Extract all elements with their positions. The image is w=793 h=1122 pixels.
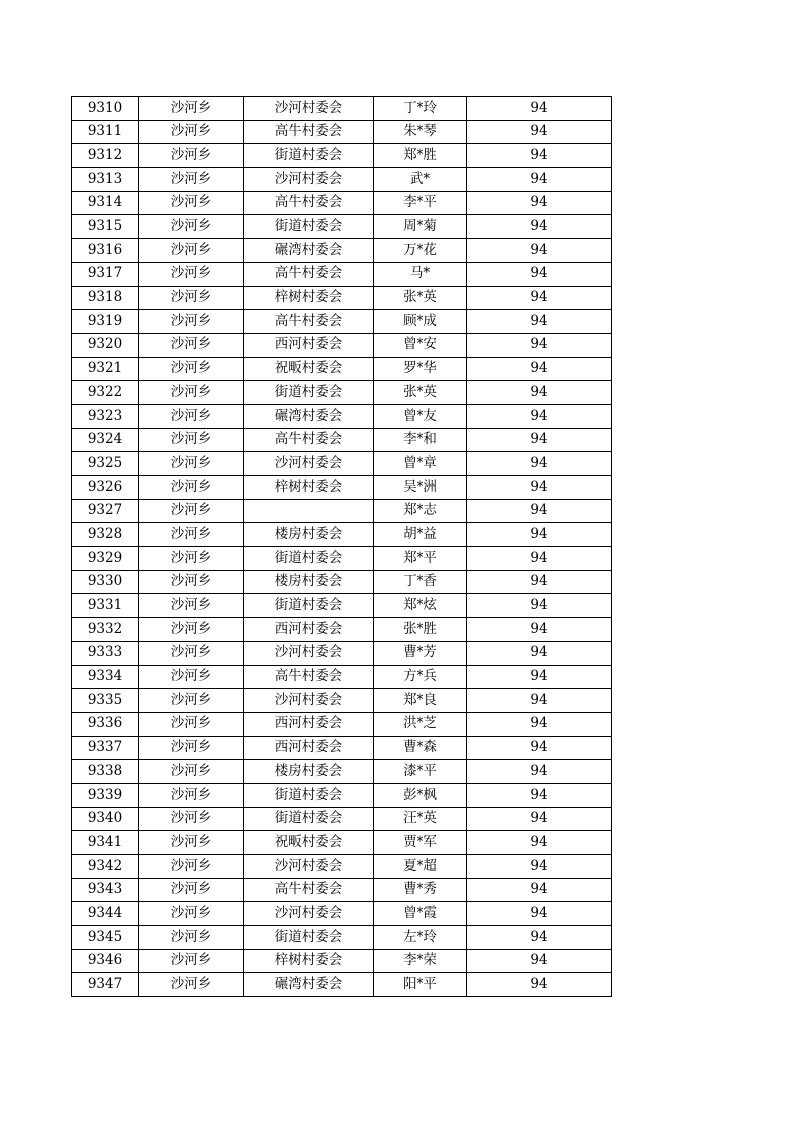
table-row xyxy=(72,499,612,523)
township-cell: 沙河乡 xyxy=(139,286,244,310)
name-cell: 汪*英 xyxy=(374,807,467,831)
name-cell: 吴*洲 xyxy=(374,476,467,500)
table-row xyxy=(72,594,612,618)
village-committee-cell: 高牛村委会 xyxy=(244,878,374,902)
score-cell: 94 xyxy=(467,499,612,523)
township-cell: 沙河乡 xyxy=(139,641,244,665)
township-cell: 沙河乡 xyxy=(139,807,244,831)
score-cell: 94 xyxy=(467,476,612,500)
village-committee-cell: 祝畈村委会 xyxy=(244,831,374,855)
score-cell: 94 xyxy=(467,783,612,807)
village-committee-cell: 街道村委会 xyxy=(244,594,374,618)
name-cell: 曹*芳 xyxy=(374,641,467,665)
township-cell: 沙河乡 xyxy=(139,215,244,239)
village-committee-cell: 高牛村委会 xyxy=(244,428,374,452)
name-cell: 彭*枫 xyxy=(374,783,467,807)
township-cell: 沙河乡 xyxy=(139,689,244,713)
village-committee-cell: 沙河村委会 xyxy=(244,902,374,926)
name-cell: 万*花 xyxy=(374,239,467,263)
name-cell: 武* xyxy=(374,168,467,192)
township-cell: 沙河乡 xyxy=(139,570,244,594)
table-row xyxy=(72,97,612,121)
name-cell: 郑*胜 xyxy=(374,144,467,168)
village-committee-cell: 楼房村委会 xyxy=(244,570,374,594)
village-committee-cell: 碾湾村委会 xyxy=(244,973,374,997)
village-committee-cell: 楼房村委会 xyxy=(244,523,374,547)
township-cell: 沙河乡 xyxy=(139,97,244,121)
row-number-cell: 9346 xyxy=(72,949,139,973)
row-number-cell: 9313 xyxy=(72,168,139,192)
table-row xyxy=(72,286,612,310)
table-row xyxy=(72,641,612,665)
score-cell: 94 xyxy=(467,404,612,428)
name-cell: 阳*平 xyxy=(374,973,467,997)
score-cell: 94 xyxy=(467,381,612,405)
table-row xyxy=(72,878,612,902)
township-cell: 沙河乡 xyxy=(139,783,244,807)
score-cell: 94 xyxy=(467,618,612,642)
name-cell: 胡*益 xyxy=(374,523,467,547)
name-cell: 曾*安 xyxy=(374,333,467,357)
township-cell: 沙河乡 xyxy=(139,404,244,428)
township-cell: 沙河乡 xyxy=(139,381,244,405)
table-row xyxy=(72,168,612,192)
table-row xyxy=(72,452,612,476)
table-row xyxy=(72,357,612,381)
table-body xyxy=(72,97,612,997)
name-cell: 李*和 xyxy=(374,428,467,452)
township-cell: 沙河乡 xyxy=(139,310,244,334)
row-number-cell: 9318 xyxy=(72,286,139,310)
township-cell: 沙河乡 xyxy=(139,902,244,926)
name-cell: 曾*章 xyxy=(374,452,467,476)
score-cell: 94 xyxy=(467,262,612,286)
table-row xyxy=(72,783,612,807)
village-committee-cell: 梓树村委会 xyxy=(244,949,374,973)
name-cell: 曾*友 xyxy=(374,404,467,428)
table-row xyxy=(72,262,612,286)
table-row xyxy=(72,570,612,594)
score-cell: 94 xyxy=(467,428,612,452)
name-cell: 曹*秀 xyxy=(374,878,467,902)
score-cell: 94 xyxy=(467,594,612,618)
row-number-cell: 9336 xyxy=(72,712,139,736)
name-cell: 丁*玲 xyxy=(374,97,467,121)
township-cell: 沙河乡 xyxy=(139,760,244,784)
name-cell: 贾*军 xyxy=(374,831,467,855)
township-cell: 沙河乡 xyxy=(139,618,244,642)
score-cell: 94 xyxy=(467,570,612,594)
row-number-cell: 9343 xyxy=(72,878,139,902)
village-committee-cell: 西河村委会 xyxy=(244,712,374,736)
village-committee-cell: 高牛村委会 xyxy=(244,120,374,144)
village-committee-cell: 梓树村委会 xyxy=(244,476,374,500)
township-cell: 沙河乡 xyxy=(139,262,244,286)
village-committee-cell: 街道村委会 xyxy=(244,926,374,950)
township-cell: 沙河乡 xyxy=(139,878,244,902)
name-cell: 李*平 xyxy=(374,191,467,215)
village-committee-cell: 沙河村委会 xyxy=(244,641,374,665)
table-row xyxy=(72,736,612,760)
name-cell: 罗*华 xyxy=(374,357,467,381)
row-number-cell: 9322 xyxy=(72,381,139,405)
score-cell: 94 xyxy=(467,902,612,926)
score-cell: 94 xyxy=(467,949,612,973)
village-committee-cell: 街道村委会 xyxy=(244,783,374,807)
village-committee-cell: 沙河村委会 xyxy=(244,168,374,192)
row-number-cell: 9347 xyxy=(72,973,139,997)
table-row xyxy=(72,144,612,168)
village-committee-cell: 碾湾村委会 xyxy=(244,239,374,263)
table-row xyxy=(72,120,612,144)
township-cell: 沙河乡 xyxy=(139,973,244,997)
village-committee-cell: 街道村委会 xyxy=(244,547,374,571)
village-committee-cell: 高牛村委会 xyxy=(244,191,374,215)
village-committee-cell: 碾湾村委会 xyxy=(244,404,374,428)
village-committee-cell: 高牛村委会 xyxy=(244,310,374,334)
score-cell: 94 xyxy=(467,120,612,144)
score-cell: 94 xyxy=(467,689,612,713)
score-cell: 94 xyxy=(467,452,612,476)
township-cell: 沙河乡 xyxy=(139,855,244,879)
name-cell: 郑*良 xyxy=(374,689,467,713)
name-cell: 方*兵 xyxy=(374,665,467,689)
row-number-cell: 9331 xyxy=(72,594,139,618)
table-row xyxy=(72,855,612,879)
township-cell: 沙河乡 xyxy=(139,144,244,168)
village-committee-cell xyxy=(244,499,374,523)
score-cell: 94 xyxy=(467,736,612,760)
township-cell: 沙河乡 xyxy=(139,452,244,476)
row-number-cell: 9312 xyxy=(72,144,139,168)
row-number-cell: 9334 xyxy=(72,665,139,689)
township-cell: 沙河乡 xyxy=(139,547,244,571)
village-committee-cell: 街道村委会 xyxy=(244,215,374,239)
row-number-cell: 9329 xyxy=(72,547,139,571)
score-cell: 94 xyxy=(467,357,612,381)
score-cell: 94 xyxy=(467,523,612,547)
row-number-cell: 9321 xyxy=(72,357,139,381)
table-row xyxy=(72,310,612,334)
score-cell: 94 xyxy=(467,97,612,121)
name-cell: 周*菊 xyxy=(374,215,467,239)
row-number-cell: 9345 xyxy=(72,926,139,950)
name-cell: 顾*成 xyxy=(374,310,467,334)
score-cell: 94 xyxy=(467,665,612,689)
township-cell: 沙河乡 xyxy=(139,168,244,192)
row-number-cell: 9337 xyxy=(72,736,139,760)
score-cell: 94 xyxy=(467,712,612,736)
row-number-cell: 9344 xyxy=(72,902,139,926)
row-number-cell: 9328 xyxy=(72,523,139,547)
township-cell: 沙河乡 xyxy=(139,949,244,973)
table-row xyxy=(72,807,612,831)
data-table xyxy=(71,96,612,997)
township-cell: 沙河乡 xyxy=(139,736,244,760)
village-committee-cell: 沙河村委会 xyxy=(244,855,374,879)
township-cell: 沙河乡 xyxy=(139,831,244,855)
name-cell: 左*玲 xyxy=(374,926,467,950)
township-cell: 沙河乡 xyxy=(139,499,244,523)
row-number-cell: 9340 xyxy=(72,807,139,831)
row-number-cell: 9325 xyxy=(72,452,139,476)
table-row xyxy=(72,404,612,428)
row-number-cell: 9316 xyxy=(72,239,139,263)
score-cell: 94 xyxy=(467,855,612,879)
table-row xyxy=(72,381,612,405)
township-cell: 沙河乡 xyxy=(139,191,244,215)
village-committee-cell: 街道村委会 xyxy=(244,144,374,168)
score-cell: 94 xyxy=(467,973,612,997)
table-row xyxy=(72,831,612,855)
score-cell: 94 xyxy=(467,547,612,571)
township-cell: 沙河乡 xyxy=(139,357,244,381)
score-cell: 94 xyxy=(467,760,612,784)
name-cell: 丁*香 xyxy=(374,570,467,594)
name-cell: 郑*炫 xyxy=(374,594,467,618)
name-cell: 张*英 xyxy=(374,381,467,405)
row-number-cell: 9333 xyxy=(72,641,139,665)
row-number-cell: 9319 xyxy=(72,310,139,334)
township-cell: 沙河乡 xyxy=(139,333,244,357)
table-row xyxy=(72,547,612,571)
row-number-cell: 9339 xyxy=(72,783,139,807)
village-committee-cell: 沙河村委会 xyxy=(244,452,374,476)
name-cell: 洪*芝 xyxy=(374,712,467,736)
name-cell: 漆*平 xyxy=(374,760,467,784)
score-cell: 94 xyxy=(467,286,612,310)
score-cell: 94 xyxy=(467,807,612,831)
township-cell: 沙河乡 xyxy=(139,476,244,500)
township-cell: 沙河乡 xyxy=(139,712,244,736)
score-cell: 94 xyxy=(467,926,612,950)
row-number-cell: 9327 xyxy=(72,499,139,523)
score-cell: 94 xyxy=(467,215,612,239)
township-cell: 沙河乡 xyxy=(139,428,244,452)
score-cell: 94 xyxy=(467,144,612,168)
name-cell: 曾*霞 xyxy=(374,902,467,926)
row-number-cell: 9311 xyxy=(72,120,139,144)
village-committee-cell: 西河村委会 xyxy=(244,618,374,642)
score-cell: 94 xyxy=(467,641,612,665)
table-row xyxy=(72,191,612,215)
table-row xyxy=(72,949,612,973)
score-cell: 94 xyxy=(467,831,612,855)
township-cell: 沙河乡 xyxy=(139,239,244,263)
score-cell: 94 xyxy=(467,239,612,263)
row-number-cell: 9330 xyxy=(72,570,139,594)
name-cell: 郑*志 xyxy=(374,499,467,523)
table-row xyxy=(72,760,612,784)
table-row xyxy=(72,902,612,926)
name-cell: 郑*平 xyxy=(374,547,467,571)
village-committee-cell: 街道村委会 xyxy=(244,807,374,831)
township-cell: 沙河乡 xyxy=(139,523,244,547)
name-cell: 朱*琴 xyxy=(374,120,467,144)
township-cell: 沙河乡 xyxy=(139,120,244,144)
table-row xyxy=(72,926,612,950)
village-committee-cell: 楼房村委会 xyxy=(244,760,374,784)
village-committee-cell: 西河村委会 xyxy=(244,736,374,760)
table-row xyxy=(72,239,612,263)
village-committee-cell: 祝畈村委会 xyxy=(244,357,374,381)
row-number-cell: 9335 xyxy=(72,689,139,713)
row-number-cell: 9310 xyxy=(72,97,139,121)
score-cell: 94 xyxy=(467,310,612,334)
score-cell: 94 xyxy=(467,878,612,902)
village-committee-cell: 梓树村委会 xyxy=(244,286,374,310)
village-committee-cell: 高牛村委会 xyxy=(244,262,374,286)
table-row xyxy=(72,665,612,689)
row-number-cell: 9338 xyxy=(72,760,139,784)
row-number-cell: 9320 xyxy=(72,333,139,357)
table-row xyxy=(72,215,612,239)
table-row xyxy=(72,333,612,357)
row-number-cell: 9317 xyxy=(72,262,139,286)
row-number-cell: 9332 xyxy=(72,618,139,642)
name-cell: 李*荣 xyxy=(374,949,467,973)
row-number-cell: 9326 xyxy=(72,476,139,500)
table-row xyxy=(72,476,612,500)
row-number-cell: 9323 xyxy=(72,404,139,428)
table-row xyxy=(72,523,612,547)
township-cell: 沙河乡 xyxy=(139,926,244,950)
row-number-cell: 9324 xyxy=(72,428,139,452)
village-committee-cell: 西河村委会 xyxy=(244,333,374,357)
score-cell: 94 xyxy=(467,333,612,357)
score-cell: 94 xyxy=(467,191,612,215)
row-number-cell: 9314 xyxy=(72,191,139,215)
row-number-cell: 9315 xyxy=(72,215,139,239)
table-row xyxy=(72,428,612,452)
table-row xyxy=(72,618,612,642)
row-number-cell: 9342 xyxy=(72,855,139,879)
name-cell: 夏*超 xyxy=(374,855,467,879)
township-cell: 沙河乡 xyxy=(139,594,244,618)
village-committee-cell: 高牛村委会 xyxy=(244,665,374,689)
table-row xyxy=(72,973,612,997)
village-committee-cell: 街道村委会 xyxy=(244,381,374,405)
score-cell: 94 xyxy=(467,168,612,192)
table-row xyxy=(72,689,612,713)
name-cell: 马* xyxy=(374,262,467,286)
village-committee-cell: 沙河村委会 xyxy=(244,689,374,713)
name-cell: 张*胜 xyxy=(374,618,467,642)
row-number-cell: 9341 xyxy=(72,831,139,855)
village-committee-cell: 沙河村委会 xyxy=(244,97,374,121)
name-cell: 曹*森 xyxy=(374,736,467,760)
township-cell: 沙河乡 xyxy=(139,665,244,689)
name-cell: 张*英 xyxy=(374,286,467,310)
table-row xyxy=(72,712,612,736)
